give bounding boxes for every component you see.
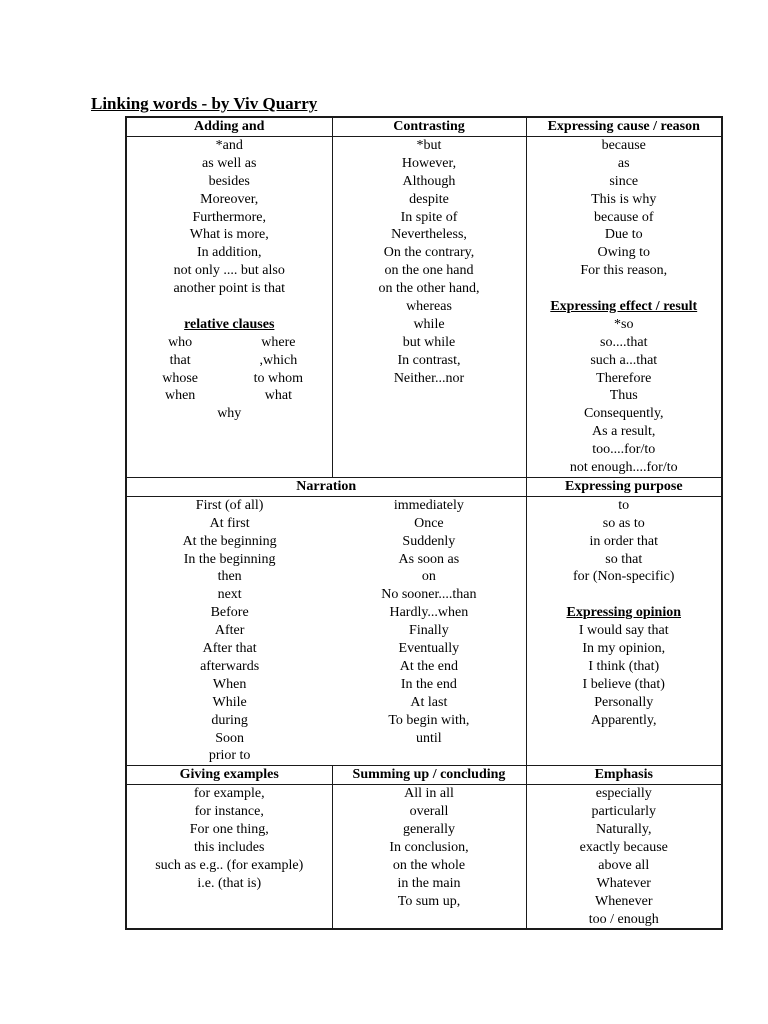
examples-cell bbox=[126, 785, 332, 930]
list-item: Due to bbox=[604, 227, 643, 243]
summing-list bbox=[333, 785, 526, 910]
header-emphasis: Emphasis bbox=[526, 766, 722, 785]
narration-cell bbox=[126, 496, 526, 765]
relative-clauses-heading: relative clauses bbox=[184, 316, 275, 332]
list-item: too / enough bbox=[588, 911, 659, 927]
list-item: In addition, bbox=[196, 245, 262, 261]
list-item: *and bbox=[215, 138, 243, 153]
list-item: At the beginning bbox=[182, 533, 277, 549]
list-item: who bbox=[168, 334, 193, 350]
list-item: As soon as bbox=[398, 551, 460, 567]
list-item: where bbox=[261, 334, 296, 350]
content-row-1 bbox=[126, 137, 722, 478]
opinion-list bbox=[527, 622, 722, 729]
list-item: not only .... but also bbox=[173, 263, 285, 279]
header-row-2 bbox=[126, 477, 722, 496]
header-cause: Expressing cause / reason bbox=[526, 117, 722, 137]
list-item: No sooner....than bbox=[381, 587, 477, 603]
content-row-2 bbox=[126, 496, 722, 765]
list-item: especially bbox=[595, 786, 652, 802]
list-item: To begin with, bbox=[388, 712, 470, 728]
relative-clause-pair bbox=[127, 370, 332, 388]
list-item: since bbox=[609, 173, 639, 189]
list-item: Finally bbox=[409, 623, 449, 639]
list-item: What is more, bbox=[189, 227, 269, 243]
list-item: ,which bbox=[259, 352, 298, 368]
purpose-list bbox=[527, 497, 722, 586]
examples-list bbox=[127, 785, 332, 892]
spacer bbox=[527, 280, 722, 298]
list-item: too....for/to bbox=[592, 442, 656, 458]
list-item: another point is that bbox=[173, 281, 286, 297]
list-item: At first bbox=[209, 515, 250, 531]
relative-clause-pair bbox=[127, 334, 332, 352]
list-item: As a result, bbox=[592, 424, 656, 440]
list-item: this includes bbox=[194, 839, 265, 855]
header-contrasting: Contrasting bbox=[332, 117, 526, 137]
list-item: to whom bbox=[253, 370, 304, 386]
list-item: next bbox=[217, 587, 242, 603]
list-item: Consequently, bbox=[583, 406, 664, 422]
cause-list bbox=[527, 137, 722, 280]
list-item: when bbox=[164, 388, 196, 404]
narration-list-1 bbox=[127, 497, 332, 765]
list-item: exactly because bbox=[579, 839, 668, 855]
list-item: After bbox=[214, 623, 245, 639]
relative-clause-pair bbox=[127, 352, 332, 370]
list-item: Although bbox=[402, 173, 456, 189]
list-item: i.e. (that is) bbox=[197, 875, 262, 891]
header-examples: Giving examples bbox=[126, 766, 332, 785]
list-item: Suddenly bbox=[402, 533, 456, 549]
list-item: This is why bbox=[591, 191, 657, 207]
list-item: so that bbox=[605, 551, 643, 567]
list-item: After that bbox=[202, 641, 257, 657]
list-item: Personally bbox=[594, 694, 654, 710]
list-item: For one thing, bbox=[189, 822, 269, 838]
relative-clause-pair bbox=[127, 387, 332, 405]
list-item: because of bbox=[594, 209, 654, 225]
list-item: I believe (that) bbox=[582, 676, 665, 692]
narration-list-2 bbox=[332, 497, 525, 765]
spacer bbox=[527, 586, 722, 604]
header-row-1 bbox=[126, 117, 722, 137]
adding-cell bbox=[126, 137, 332, 478]
list-item: Whatever bbox=[596, 875, 651, 891]
list-item: However, bbox=[401, 155, 457, 171]
list-item: I think (that) bbox=[588, 658, 660, 674]
list-item: as bbox=[617, 155, 630, 171]
list-item: *so bbox=[614, 316, 634, 332]
list-item: afterwards bbox=[200, 658, 260, 674]
list-item: Apparently, bbox=[590, 712, 657, 728]
header-row-3 bbox=[126, 766, 722, 785]
list-item: what bbox=[264, 388, 292, 404]
list-item: for instance, bbox=[194, 804, 264, 820]
list-item: overall bbox=[409, 804, 449, 820]
list-item: besides bbox=[208, 173, 250, 189]
summing-cell bbox=[332, 785, 526, 930]
list-item: on the other hand, bbox=[378, 281, 480, 297]
linking-words-table bbox=[125, 116, 723, 930]
contrasting-list bbox=[333, 137, 526, 387]
list-item: to bbox=[618, 497, 630, 513]
list-item: so....that bbox=[600, 334, 648, 350]
list-item: Nevertheless, bbox=[391, 227, 467, 243]
list-item: prior to bbox=[208, 748, 251, 764]
list-item: At the end bbox=[399, 658, 459, 674]
list-item: because bbox=[601, 138, 646, 153]
header-adding: Adding and bbox=[126, 117, 332, 137]
list-item: on the whole bbox=[392, 857, 466, 873]
relative-clauses-list bbox=[127, 334, 332, 406]
list-item: as well as bbox=[202, 155, 257, 171]
content-row-3 bbox=[126, 785, 722, 930]
list-item: for (Non-specific) bbox=[573, 569, 675, 585]
list-item: In spite of bbox=[400, 209, 458, 225]
spacer bbox=[127, 298, 332, 316]
header-summing: Summing up / concluding bbox=[332, 766, 526, 785]
list-item: above all bbox=[598, 857, 650, 873]
list-item: such as e.g.. (for example) bbox=[155, 857, 304, 873]
list-item: whose bbox=[162, 370, 199, 386]
list-item: Therefore bbox=[596, 370, 652, 386]
list-item: On the contrary, bbox=[383, 245, 475, 261]
list-item: while bbox=[413, 316, 445, 332]
header-narration: Narration bbox=[126, 477, 526, 496]
list-item: Thus bbox=[609, 388, 638, 404]
list-item: In conclusion, bbox=[389, 839, 469, 855]
list-item: Moreover, bbox=[200, 191, 259, 207]
list-item: Owing to bbox=[597, 245, 650, 261]
opinion-heading: Expressing opinion bbox=[566, 605, 681, 621]
list-item: At last bbox=[410, 694, 448, 710]
list-item: I would say that bbox=[578, 623, 669, 639]
list-item: why bbox=[217, 406, 242, 422]
list-item: despite bbox=[409, 191, 449, 207]
list-item: Hardly...when bbox=[389, 605, 469, 621]
list-item: In the end bbox=[400, 676, 457, 692]
list-item: immediately bbox=[393, 497, 464, 513]
list-item: for example, bbox=[193, 786, 265, 802]
list-item: All in all bbox=[404, 786, 454, 802]
list-item: In my opinion, bbox=[582, 641, 666, 657]
list-item: so as to bbox=[602, 515, 645, 531]
list-item: in the main bbox=[397, 875, 461, 891]
list-item: In contrast, bbox=[397, 352, 461, 368]
list-item: Soon bbox=[215, 730, 245, 746]
list-item: but while bbox=[402, 334, 456, 350]
list-item: First (of all) bbox=[195, 497, 264, 513]
list-item: such a...that bbox=[590, 352, 658, 368]
effect-list bbox=[527, 316, 722, 477]
list-item: then bbox=[217, 569, 242, 585]
page-title: Linking words - by Viv Quarry bbox=[91, 94, 318, 113]
list-item: While bbox=[212, 694, 247, 710]
list-item: Once bbox=[414, 515, 444, 531]
narration-columns bbox=[127, 497, 526, 765]
purpose-opinion-cell bbox=[526, 496, 722, 765]
contrasting-cell bbox=[332, 137, 526, 478]
emphasis-cell bbox=[526, 785, 722, 930]
list-item: during bbox=[211, 712, 248, 728]
list-item: whereas bbox=[406, 299, 452, 315]
list-item: on the one hand bbox=[384, 263, 474, 279]
list-item: Neither...nor bbox=[393, 370, 465, 386]
list-item: Before bbox=[210, 605, 249, 621]
list-item: until bbox=[416, 730, 442, 746]
adding-list bbox=[127, 137, 332, 298]
list-item: To sum up, bbox=[397, 893, 461, 909]
list-item: *but bbox=[416, 138, 442, 153]
list-item: Furthermore, bbox=[192, 209, 266, 225]
emphasis-list bbox=[527, 785, 722, 928]
list-item: particularly bbox=[591, 804, 657, 820]
list-item: Whenever bbox=[594, 893, 653, 909]
list-item: generally bbox=[402, 822, 456, 838]
effect-heading: Expressing effect / result bbox=[550, 299, 698, 315]
cause-effect-cell bbox=[526, 137, 722, 478]
list-item: When bbox=[212, 676, 247, 692]
list-item: that bbox=[169, 352, 191, 368]
list-item: not enough....for/to bbox=[569, 460, 678, 476]
list-item: For this reason, bbox=[580, 263, 668, 279]
header-purpose: Expressing purpose bbox=[526, 477, 722, 496]
list-item: Eventually bbox=[398, 641, 460, 657]
list-item: In the beginning bbox=[183, 551, 276, 567]
list-item: in order that bbox=[589, 533, 658, 549]
list-item: on bbox=[421, 569, 436, 585]
list-item: Naturally, bbox=[596, 822, 652, 838]
